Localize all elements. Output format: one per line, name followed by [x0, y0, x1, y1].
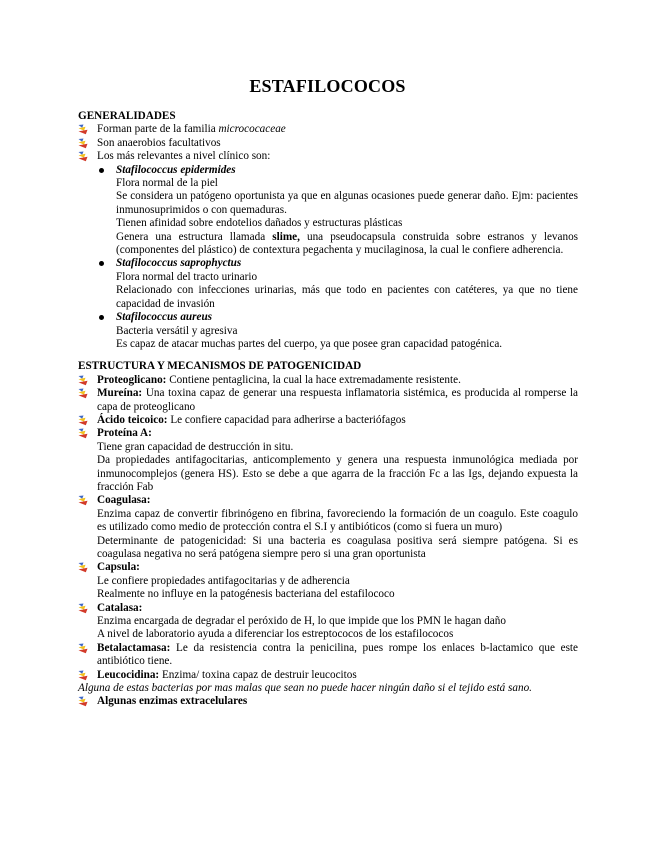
species-item [97, 164, 578, 258]
winged-bullet-icon [78, 696, 88, 707]
bullet-text: Forman parte de la familia [97, 123, 216, 136]
section-heading-generalidades: GENERALIDADES [78, 110, 176, 122]
item-term: Proteoglicano: [97, 373, 167, 386]
species-line [116, 231, 578, 258]
species-item [97, 257, 578, 311]
list-item [78, 374, 578, 387]
species-line: Es capaz de atacar muchas partes del cuerpo, ya que posee gran capacidad patogénica. [116, 337, 503, 350]
species-list [97, 164, 578, 352]
list-item [78, 427, 578, 494]
winged-bullet-icon [78, 562, 88, 573]
item-text: Enzima/ toxina capaz de destruir leucocitos [161, 668, 357, 681]
winged-bullet-icon [78, 415, 88, 426]
item-line: Realmente no influye en la patogénesis bacteriana del estafilococo [97, 588, 395, 601]
winged-bullet-icon [78, 138, 88, 149]
species-line: Bacteria versátil y agresiva [116, 324, 238, 337]
page-title: ESTAFILOCOCOS [249, 76, 406, 96]
bullet-dot-icon [99, 168, 104, 173]
italic-note: Alguna de estas bacterias por mas malas que sean no puede hacer ningún daño si el tejido está sano. [78, 682, 532, 695]
winged-bullet-icon [78, 643, 88, 654]
item-term: Proteína A: [97, 427, 152, 440]
bullet-text: Son anaerobios facultativos [97, 136, 221, 149]
species-line: Se considera un patógeno oportunista ya que en algunas ocasiones puede generar daño. Ejm: pacientes inmunosuprimidos o con quemaduras. [116, 190, 578, 216]
species-name: Stafilococcus aureus [116, 311, 213, 324]
list-item [78, 137, 578, 150]
winged-bullet-icon [78, 495, 88, 506]
list-item [78, 150, 578, 351]
family-name: micrococaceae [218, 123, 286, 136]
species-item [97, 311, 578, 351]
bullet-text: Los más relevantes a nivel clínico son: [97, 150, 271, 163]
winged-bullet-icon [78, 375, 88, 386]
item-term: Catalasa: [97, 601, 143, 614]
list-item [78, 123, 578, 136]
item-term: Betalactamasa: [97, 641, 171, 654]
item-line: Enzima capaz de convertir fibrinógeno en fibrina, favoreciendo la formación de un coagulo. Este coagulo es utilizado como medio de protección contra el S.I y antibióticos (como si fuera un muro) [97, 507, 578, 534]
bullet-dot-icon [99, 315, 104, 320]
item-term: Algunas enzimas extracelulares [97, 695, 248, 708]
item-term: Ácido teicoico: [97, 413, 168, 426]
list-item [78, 695, 578, 708]
slime-post: una pseudocapsula construida sobre estranos y levanos (componentes del plástico) de contextura pegachenta y mucilaginosa, la cual le confiere adherencia. [116, 230, 579, 257]
species-line: Tienen afinidad sobre endotelios dañados y estructuras plásticas [116, 217, 403, 230]
item-line: Enzima encargada de degradar el peróxido de H, lo que impide que los PMN le hagan daño [97, 615, 506, 628]
item-term: Mureína: [97, 387, 143, 400]
item-text: Le confiere capacidad para adherirse a bacteriófagos [170, 413, 406, 426]
document-body [78, 110, 578, 709]
winged-bullet-icon [78, 428, 88, 439]
item-line: Determinante de patogenicidad: Si una bacteria es coagulasa positiva será siempre patógena. Si es coagulasa negativa no será patógena siempre pero si una gran oportunista [97, 534, 578, 560]
slime-pre: Genera una estructura llamada [116, 230, 266, 243]
list-item [78, 642, 578, 669]
list-item [78, 669, 578, 682]
item-term: Coagulasa: [97, 494, 151, 507]
item-text: Una toxina capaz de generar una respuesta inflamatoria sistémica, es producida al romperse la capa de proteoglicano [97, 387, 578, 413]
species-line: Relacionado con infecciones urinarias, más que todo en pacientes con catéteres, ya que no tiene capacidad de invasión [116, 284, 578, 310]
species-line: Flora normal del tracto urinario [116, 270, 258, 283]
item-line: Tiene gran capacidad de destrucción in situ. [97, 440, 294, 453]
item-term: Leucocidina: [97, 668, 160, 681]
winged-bullet-icon [78, 388, 88, 399]
winged-bullet-icon [78, 151, 88, 162]
item-line: Le confiere propiedades antifagocitarias y de adherencia [97, 574, 350, 587]
item-term: Capsula: [97, 561, 140, 574]
bullet-dot-icon [99, 261, 104, 266]
item-line: A nivel de laboratorio ayuda a diferenciar los estreptococos de los estafilococos [97, 628, 454, 641]
estructura-list-tail [78, 695, 578, 708]
species-name: Stafilococcus saprophyctus [116, 257, 242, 270]
list-item [78, 414, 578, 427]
winged-bullet-icon [78, 124, 88, 135]
item-line: Da propiedades antifagocitarias, anticomplemento y genera una respuesta inmunológica mediada por inmunocomplejos (genera HS). Esto se debe a que agarra de la fracción Fc a las Igs, dejando expuesta la fracción Fab [97, 454, 578, 493]
generalidades-list [78, 123, 578, 351]
winged-bullet-icon [78, 603, 88, 614]
species-line: Flora normal de la piel [116, 177, 218, 190]
estructura-list [78, 374, 578, 682]
winged-bullet-icon [78, 670, 88, 681]
item-text: Contiene pentaglicina, la cual la hace extremadamente resistente. [169, 373, 461, 386]
list-item [78, 602, 578, 642]
list-item [78, 387, 578, 414]
species-name: Stafilococcus epidermides [116, 163, 236, 176]
list-item [78, 561, 578, 601]
list-item [78, 494, 578, 561]
section-heading-estructura: ESTRUCTURA Y MECANISMOS DE PATOGENICIDAD [78, 360, 362, 373]
slime-term: slime, [272, 230, 300, 243]
item-text: Le da resistencia contra la penicilina, pues rompe los enlaces b-lactamico que este antibiótico tiene. [97, 641, 579, 668]
